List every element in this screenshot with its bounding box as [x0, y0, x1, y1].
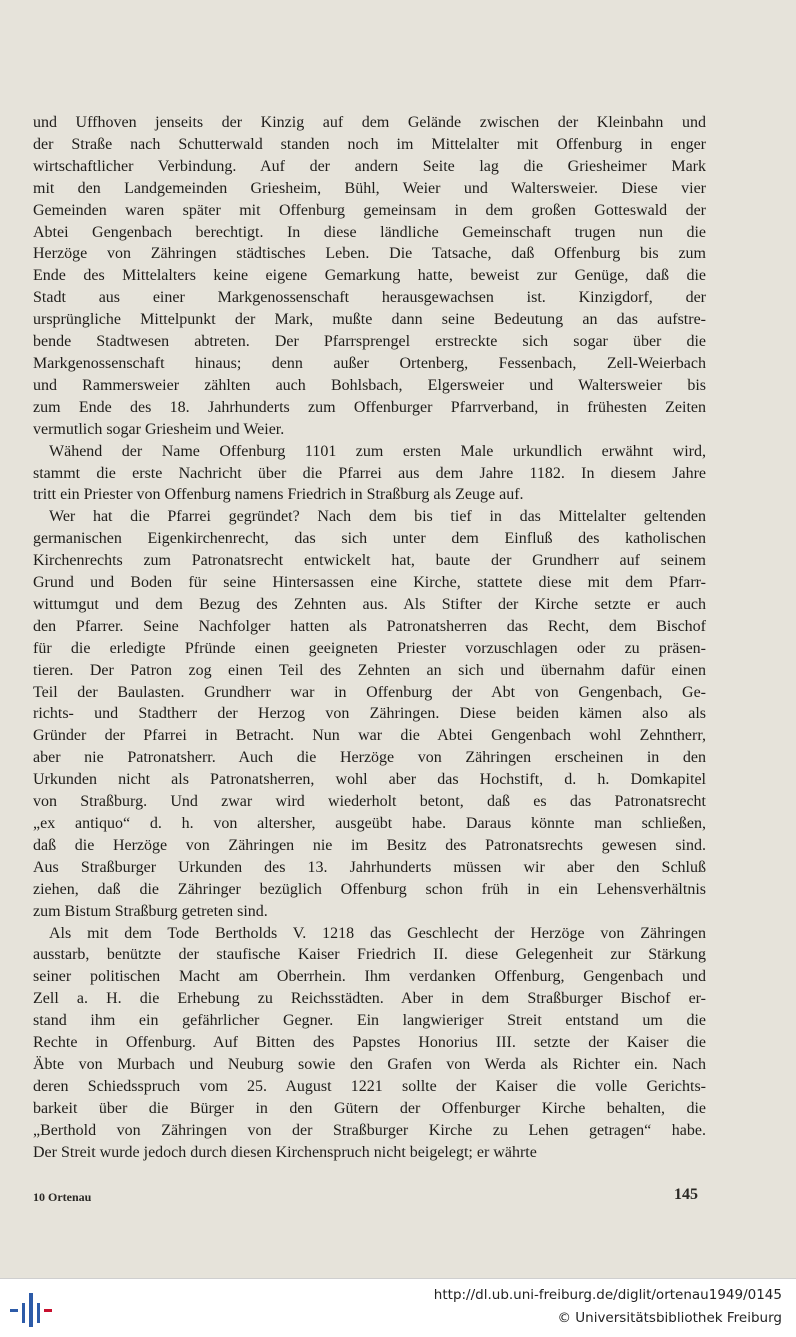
text-line: ursprüngliche Mittelpunkt der Mark, mußte dann seine Bedeutung an das aufstre- — [33, 311, 706, 329]
text-line: Stadt aus einer Markgenossenschaft herausgewachsen ist. Kinzigdorf, der — [33, 289, 706, 307]
text-line: bende Stadtwesen abtreten. Der Pfarrsprengel erstreckte sich sogar über die — [33, 333, 706, 351]
text-line: stammt die erste Nachricht über die Pfarrei aus dem Jahre 1182. In diesem Jahre — [33, 464, 706, 482]
text-line: wirtschaftlicher Verbindung. Auf der andern Seite lag die Griesheimer Mark — [33, 157, 706, 175]
text-line: Rechte in Offenburg. Auf Bitten des Papstes Honorius III. setzte der Kaiser die — [33, 1034, 706, 1052]
text-line: „ex antiquo“ d. h. von altersher, ausgeübt habe. Daraus könnte man schließen, — [33, 815, 706, 832]
text-line: mit den Landgemeinden Griesheim, Bühl, Weier und Waltersweier. Diese vier — [33, 179, 706, 197]
text-line: Wähend der Name Offenburg 1101 zum ersten Male urkundlich erwähnt wird, — [49, 442, 706, 460]
text-line: zum Ende des 18. Jahrhunderts zum Offenburger Pfarrverband, in frühesten Zeiten — [33, 398, 706, 416]
text-line: seiner politischen Macht am Oberrhein. Ihm verdanken Offenburg, Gengenbach und — [33, 968, 706, 986]
text-line: aber nie Patronatsherr. Auch die Herzöge von Zähringen erscheinen in den — [33, 749, 706, 767]
text-line: Zell a. H. die Erhebung zu Reichsstädten. Aber in dem Straßburger Bischof er- — [33, 990, 706, 1008]
text-line: für die erledigte Pfründe einen geeigneten Priester vorzuschlagen oder zu präsen- — [33, 639, 706, 657]
text-line: den Pfarrer. Seine Nachfolger hatten als Patronatsherren das Recht, dem Bischof — [33, 617, 706, 635]
body-text — [33, 112, 706, 1164]
text-line: Ende des Mittelalters keine eigene Gemarkung hatte, beweist zur Genüge, daß die — [33, 267, 706, 285]
text-line: zum Bistum Straßburg getreten sind. — [33, 902, 268, 920]
text-line: Markgenossenschaft hinaus; denn außer Ortenberg, Fessenbach, Zell-Weierbach — [33, 354, 706, 372]
source-url-link[interactable]: http://dl.ub.uni-freiburg.de/diglit/ortenau1949/0145 — [433, 1287, 782, 1303]
text-line: Äbte von Murbach und Neuburg sowie den Grafen von Werda als Richter ein. Nach — [33, 1055, 706, 1073]
text-line: „Berthold von Zähringen von der Straßburger Kirche zu Lehen getragen“ habe. — [33, 1121, 706, 1139]
text-line: richts- und Stadtherr der Herzog von Zähringen. Diese beiden kämen also als — [33, 705, 706, 723]
text-line: Abtei Gengenbach berechtigt. In diese ländliche Gemeinschaft trugen nun die — [33, 223, 706, 241]
text-line: und Uffhoven jenseits der Kinzig auf dem Gelände zwischen der Kleinbahn und — [33, 114, 706, 131]
text-line: und Rammersweier zählten auch Bohlsbach, Elgersweier und Waltersweier bis — [33, 376, 706, 394]
text-line: Urkunden nicht als Patronatsherren, wohl aber das Hochstift, d. h. Domkapitel — [33, 771, 706, 789]
text-line: Gemeinden waren später mit Offenburg gemeinsam in dem großen Gotteswald der — [33, 201, 706, 219]
text-line: Teil der Baulasten. Grundherr war in Offenburg der Abt von Gengenbach, Ge- — [33, 683, 706, 701]
text-line: Aus Straßburger Urkunden des 13. Jahrhunderts müssen wir aber den Schluß — [33, 858, 706, 876]
text-line: Wer hat die Pfarrei gegründet? Nach dem bis tief in das Mittelalter geltenden — [49, 508, 706, 526]
text-line: Der Streit wurde jedoch durch diesen Kirchenspruch nicht beigelegt; er währte — [33, 1143, 537, 1161]
text-line: tieren. Der Patron zog einen Teil des Zehnten an sich und übernahm dafür einen — [33, 661, 706, 679]
text-line: von Straßburg. Und zwar wird wiederholt betont, daß es das Patronatsrecht — [33, 793, 706, 811]
source-bar — [0, 1278, 796, 1337]
text-line: daß die Herzöge von Zähringen nie im Besitz des Patronatsrechts gewesen sind. — [33, 836, 706, 854]
text-line: wittumgut und dem Bezug des Zehnten aus. Als Stifter der Kirche setzte er auch — [33, 595, 706, 613]
copyright-text: © Universitätsbibliothek Freiburg — [557, 1310, 782, 1326]
text-line: vermutlich sogar Griesheim und Weier. — [33, 420, 285, 438]
text-line: germanischen Eigenkirchenrecht, das sich unter dem Einfluß des katholischen — [33, 530, 706, 548]
text-line: Grund und Boden für seine Hintersassen eine Kirche, stattete diese mit dem Pfarr- — [33, 574, 706, 592]
signature-mark: 10 Ortenau — [33, 1190, 92, 1204]
text-line: Als mit dem Tode Bertholds V. 1218 das Geschlecht der Herzöge von Zähringen — [49, 924, 706, 942]
text-line: barkeit über die Bürger in den Gütern der Offenburger Kirche behalten, die — [33, 1099, 706, 1117]
text-line: tritt ein Priester von Offenburg namens Friedrich in Straßburg als Zeuge auf. — [33, 486, 524, 504]
text-line: Kirchenrechts zum Patronatsrecht entwickelt hat, baute der Grundherr auf seinem — [33, 552, 706, 570]
ub-freiburg-logo-icon[interactable] — [8, 1289, 52, 1329]
text-line: stand ihm ein gefährlicher Gegner. Ein langwieriger Streit entstand um die — [33, 1012, 706, 1030]
text-line: deren Schiedsspruch vom 25. August 1221 sollte der Kaiser die volle Gerichts- — [33, 1077, 706, 1095]
text-line: ziehen, daß die Zähringer bezüglich Offenburg schon früh in ein Lehensverhältnis — [33, 880, 706, 898]
text-line: ausstarb, benützte der staufische Kaiser Friedrich II. diese Gelegenheit zur Stärkung — [33, 946, 706, 964]
page-number: 145 — [674, 1186, 698, 1203]
text-line: Gründer der Pfarrei in Betracht. Nun war die Abtei Gengenbach wohl Zehntherr, — [33, 727, 706, 745]
text-line: der Straße nach Schutterwald standen noch im Mittelalter mit Offenburg in enger — [33, 135, 706, 153]
text-line: Herzöge von Zähringen städtisches Leben. Die Tatsache, daß Offenburg bis zum — [33, 245, 706, 263]
